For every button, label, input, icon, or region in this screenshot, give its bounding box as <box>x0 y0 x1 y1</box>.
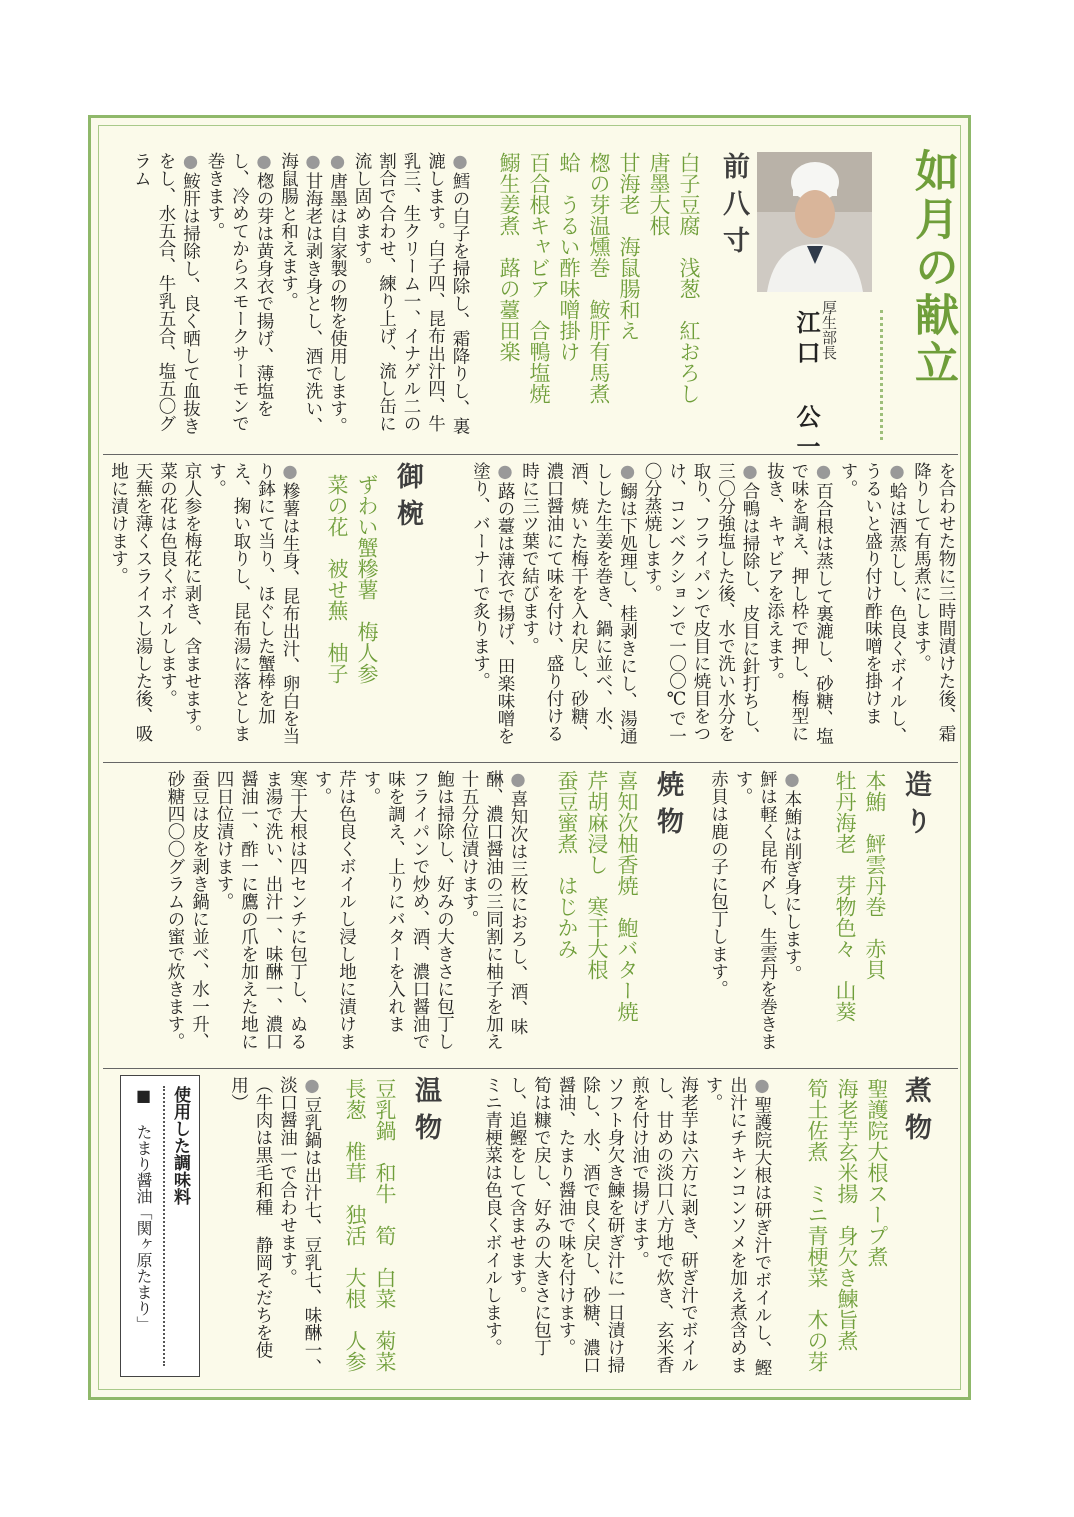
menu-item: 唐墨大根 <box>647 152 671 236</box>
note-item: ● 百合根は蒸して裏漉し、砂糖、塩で味を調え、押し枠で押し、梅型に抜き、キャビアを添えます。 <box>762 462 836 756</box>
menu-item: 蚕豆蜜煮 はじかみ <box>555 770 579 959</box>
divider-bottom <box>103 1068 958 1069</box>
chef-name: 江口 公一 <box>792 310 820 464</box>
divider-top <box>103 454 958 455</box>
tsukuri-heading: 造り <box>900 770 931 844</box>
note-item: ミニ青梗菜は色良くボイルします。 <box>482 1076 503 1356</box>
menu-item: 甘海老 海鼠腸和え <box>617 152 641 341</box>
note-item: 天蕪を薄くスライスし湯した後、吸地に漬けます。 <box>108 462 153 742</box>
note-item: ● 鰯は下処理し、桂剥きにし、湯通しした生姜を巻き、鍋に並べ、水、酒、焼いた梅干を入れ戻し、砂糖、濃口醤油にて味を付け、盛り付ける時に三ツ葉で結びます。 <box>517 462 640 756</box>
note-item: 寒干大根は四センチに包丁し、ぬるま湯で洗い、出汁一、味醂一、濃口醤油一、酢一に鷹の爪を加えた地に四日位漬けます。 <box>214 770 308 1050</box>
note-item: 赤貝は鹿の子に包丁します。 <box>708 770 729 998</box>
yakimono-notes <box>148 770 530 1064</box>
divider-middle <box>103 762 958 763</box>
note-item: ● 合鴨は掃除し、皮目に針打ちし、三〇分強塩した後、水で洗い水分を取り、フライパンで皮目に焼目をつけ、コンベクションで一〇〇℃で一〇分蒸焼します。 <box>640 462 763 756</box>
menu-item: 海老芋玄米揚 身欠き鰊旨煮 <box>835 1078 859 1351</box>
tsukuri-menu <box>826 770 890 1060</box>
seasoning-title: 使用した調味料 <box>170 1086 190 1205</box>
note-item: 芹は色良くボイルし浸し地に漬けます。 <box>312 770 357 1050</box>
note-item: ● 本鮪は削ぎ身にします。 <box>780 770 805 1064</box>
menu-item: ずわい蟹糝薯 梅人参 <box>355 474 379 684</box>
note-item: ● 豆乳鍋は出汁七、豆乳七、味醂一、淡口醤油一で合わせます。 <box>275 1076 324 1376</box>
note-item: を合わせた物に三時間漬けた後、霜降りして有馬煮にします。 <box>911 462 956 742</box>
note-item: ● 聖護院大根は研ぎ汁でボイルし、鰹出汁にチキンコンソメを加え煮含めます。 <box>701 1076 775 1376</box>
nimono-menu <box>798 1078 892 1378</box>
menu-item: 長葱 椎茸 独活 大根 人参 <box>343 1078 367 1372</box>
zenhassun-menu <box>494 152 704 442</box>
menu-item: 豆乳鍋 和牛 筍 白菜 菊菜 <box>373 1078 397 1372</box>
chef-portrait-image <box>757 152 872 292</box>
zenhassun-notes-a <box>112 152 472 448</box>
menu-item: 蛤 うるい酢味噌掛け <box>557 152 581 362</box>
owan-heading: 御椀 <box>392 462 423 536</box>
menu-item: 本鮪 鮃雲丹巻 赤貝 <box>863 770 887 980</box>
note-item: ● 鮟肝は掃除し、良く晒して血抜きをし、水五合、牛乳五合、塩五〇グラム <box>129 152 203 448</box>
onmono-menu <box>336 1078 400 1378</box>
zenhassun-heading: 前八寸 <box>718 152 749 263</box>
note-item: 菜の花は色良くボイルします。 <box>157 462 178 707</box>
note-item: ● 蕗の薹は薄衣で揚げ、田楽味噌を塗り、バーナーで炙ります。 <box>468 462 517 756</box>
menu-item: 楤の芽温燻巻 鮟肝有馬煮 <box>587 152 611 404</box>
menu-item: 筍土佐煮 ミニ青梗菜 木の芽 <box>805 1078 829 1372</box>
note-item: ● 蛤は酒蒸しし、色良くボイルし、うるいと盛り付け酢味噌を掛けます。 <box>836 462 910 756</box>
note-item: ● 喜知次は三枚におろし、酒、味醂、濃口醤油の三同割に柚子を加え十五分位漬けます。 <box>457 770 531 1064</box>
note-item: （牛肉は黒毛和種 静岡そだちを使用） <box>228 1076 273 1359</box>
chef-photo <box>757 152 872 292</box>
seasoning-item: ■ たまり醤油「関ヶ原たまり」 <box>134 1086 153 1332</box>
owan-menu <box>318 474 382 754</box>
menu-item: 喜知次柚香焼 鮑バター焼 <box>615 770 639 1022</box>
menu-item: 白子豆腐 浅葱 紅おろし <box>677 152 701 404</box>
note-item: ● 糝薯は生身、昆布出汁、卵白を当り鉢にて当り、ほぐした蟹棒を加え、掬い取りし、昆布湯に落とします。 <box>204 462 302 756</box>
note-item: 鮑は掃除し、好みの大きさに包丁しフライパンで炒め、酒、濃口醤油で味を調え、上りにバターを入れます。 <box>361 770 455 1050</box>
yakimono-heading: 焼物 <box>652 770 683 844</box>
seasoning-box <box>120 1075 200 1377</box>
yakimono-menu <box>548 770 642 1060</box>
title-divider <box>880 310 883 440</box>
note-item: ● 楤の芽は黄身衣で揚げ、薄塩をし、冷めてからスモークサーモンで巻きます。 <box>203 152 277 448</box>
menu-item: 菜の花 被せ蕪 柚子 <box>325 474 349 684</box>
note-item: ● 甘海老は剥き身とし、酒で洗い、海鼠腸と和えます。 <box>276 152 325 448</box>
zenhassun-notes-b <box>470 462 958 756</box>
page-title: 如月の献立 <box>907 148 958 388</box>
note-item: ● 唐墨は自家製の物を使用します。 <box>325 152 350 448</box>
onmono-notes <box>228 1076 324 1376</box>
menu-item: 芹胡麻浸し 寒干大根 <box>585 770 609 980</box>
nimono-heading: 煮物 <box>900 1076 931 1150</box>
chef-role: 厚生部長 <box>820 300 838 360</box>
tsukuri-notes <box>704 770 804 1064</box>
onmono-heading: 温物 <box>410 1076 441 1150</box>
seasoning-divider <box>163 1086 165 1366</box>
note-item: 海老芋は六方に剥き、研ぎ汁でボイルし、甘めの淡口八方地で炊き、玄米香煎を付け油で揚げます。 <box>629 1076 699 1374</box>
menu-item: 鰯生姜煮 蕗の薹田楽 <box>497 152 521 362</box>
note-item: 筍は糠で戻し、好みの大きさに包丁し、追鰹をして含ませます。 <box>507 1076 552 1356</box>
owan-notes <box>108 462 302 756</box>
note-item: ソフト身欠き鰊を研ぎ汁に一日漬け掃除し、水、酒で良く戻し、砂糖、濃口醤油、たまり醤油で味を付けます。 <box>556 1076 625 1374</box>
note-item: 京人参を梅花に剥き、含ませます。 <box>182 462 202 742</box>
note-item: 蚕豆は皮を剥き鍋に並べ、水一升、砂糖四〇〇グラムの蜜で炊きます。 <box>165 770 210 1050</box>
note-item: ● 鱈の白子を掃除し、霜降りし、裏漉します。白子四、昆布出汁四、牛乳三、生クリーム一、イナゲル二の割合で合わせ、練り上げ、流し缶に流し固めます。 <box>350 152 473 448</box>
menu-item: 聖護院大根スープ煮 <box>865 1078 889 1267</box>
menu-item: 牡丹海老 芽物色々 山葵 <box>833 770 857 1022</box>
menu-item: 百合根キャビア 合鴨塩焼 <box>527 152 551 404</box>
nimono-notes <box>444 1076 774 1376</box>
note-item: 鮃は軽く昆布〆し、生雲丹を巻きます。 <box>733 770 778 1050</box>
